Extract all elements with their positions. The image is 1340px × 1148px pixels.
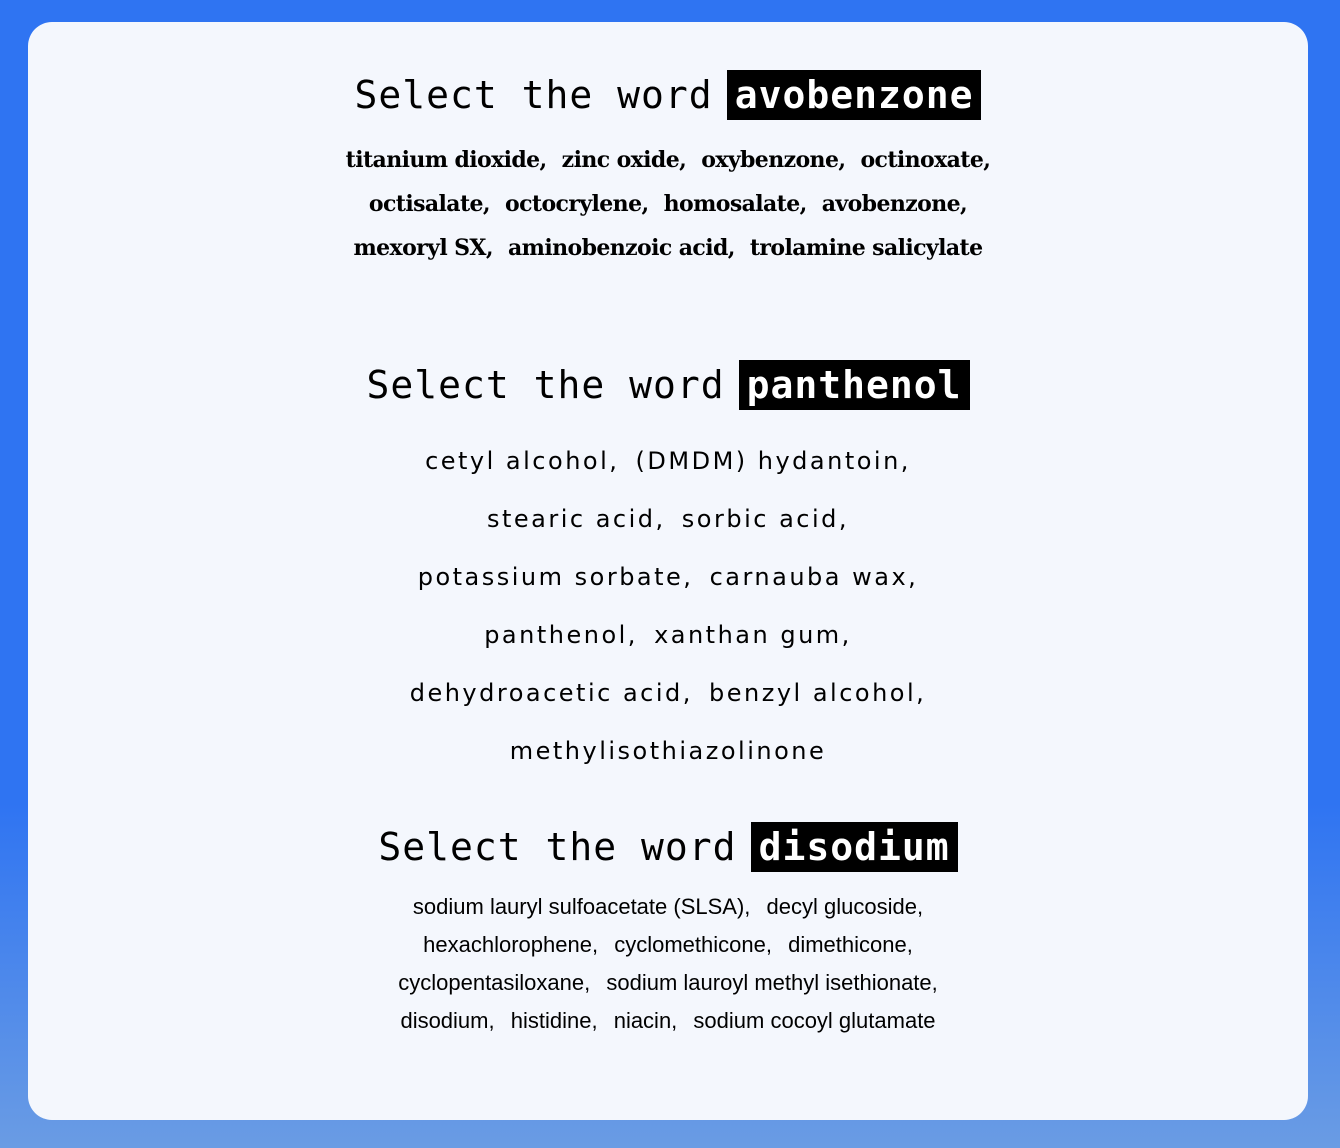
word-option[interactable]: sodium cocoyl glutamate — [693, 1008, 936, 1033]
word-option[interactable]: sorbic acid, — [681, 505, 850, 533]
word-option[interactable]: hexachlorophene, — [423, 932, 599, 957]
target-word: panthenol — [739, 360, 970, 410]
word-option[interactable]: potassium sorbate, — [417, 563, 694, 591]
word-option[interactable]: (DMDM) hydantoin, — [635, 447, 911, 475]
word-options — [358, 432, 978, 780]
word-option[interactable]: trolamine salicylate — [749, 235, 983, 261]
word-option[interactable]: dimethicone, — [788, 932, 913, 957]
task-block-3 — [28, 820, 1308, 1040]
word-option[interactable]: oxybenzone, — [701, 147, 846, 173]
word-option[interactable]: homosalate, — [663, 191, 807, 217]
word-option[interactable]: cyclomethicone, — [614, 932, 772, 957]
word-option[interactable]: mexoryl SX, — [353, 235, 493, 261]
word-option[interactable]: niacin, — [613, 1008, 678, 1033]
word-option[interactable]: sodium lauroyl methyl isethionate, — [606, 970, 938, 995]
task-prompt — [28, 820, 1308, 874]
word-option[interactable]: sodium lauryl sulfoacetate (SLSA), — [412, 894, 751, 919]
word-option[interactable]: octinoxate, — [860, 147, 991, 173]
word-option[interactable]: avobenzone, — [821, 191, 968, 217]
target-word: disodium — [751, 822, 958, 872]
word-option[interactable]: disodium, — [400, 1008, 495, 1033]
captcha-card — [28, 22, 1308, 1120]
word-options — [338, 138, 998, 270]
prompt-text: Select the word — [354, 73, 713, 117]
word-option[interactable]: histidine, — [510, 1008, 598, 1033]
word-options — [348, 888, 988, 1040]
word-option[interactable]: dehydroacetic acid, — [409, 679, 693, 707]
word-option[interactable]: carnauba wax, — [709, 563, 919, 591]
word-option[interactable]: decyl glucoside, — [766, 894, 924, 919]
task-prompt — [28, 68, 1308, 122]
word-option[interactable]: aminobenzoic acid, — [508, 235, 735, 261]
prompt-text: Select the word — [366, 363, 725, 407]
word-option[interactable]: titanium dioxide, — [345, 147, 547, 173]
word-option[interactable]: octisalate, — [368, 191, 490, 217]
task-prompt — [28, 358, 1308, 412]
task-block-1 — [28, 68, 1308, 270]
word-option[interactable]: xanthan gum, — [654, 621, 852, 649]
word-option[interactable]: octocrylene, — [505, 191, 649, 217]
word-option[interactable]: panthenol, — [484, 621, 638, 649]
task-block-2 — [28, 358, 1308, 780]
word-option[interactable]: methylisothiazolinone — [509, 737, 827, 765]
word-option[interactable]: cetyl alcohol, — [425, 447, 620, 475]
prompt-text: Select the word — [378, 825, 737, 869]
word-option[interactable]: stearic acid, — [486, 505, 666, 533]
word-option[interactable]: zinc oxide, — [561, 147, 687, 173]
word-option[interactable]: cyclopentasiloxane, — [398, 970, 591, 995]
target-word: avobenzone — [727, 70, 982, 120]
word-option[interactable]: benzyl alcohol, — [709, 679, 927, 707]
